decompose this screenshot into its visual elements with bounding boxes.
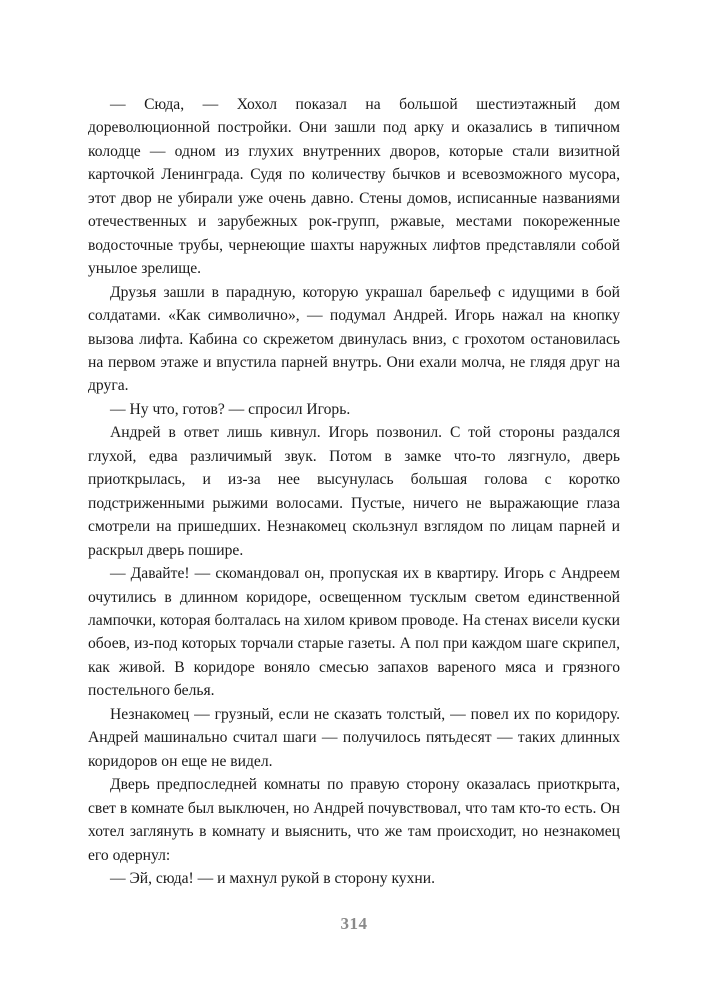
page-body: [88, 93, 620, 890]
paragraph: — Ну что, готов? — спросил Игорь.: [110, 400, 351, 418]
paragraph: Андрей в ответ лишь кивнул. Игорь позвонил. С той стороны раздался глухой, едва различимый звук. Потом в замке что-то лязгнуло, дверь приоткрылась, и из-за нее высунулась большая голова с коротко подстриженными рыжими волосами. Пустые, ничего не выражающие глаза смотрели на пришедших. Незнакомец скользнул взглядом по лицам парней и раскрыл дверь пошире.: [88, 424, 620, 559]
paragraph: Друзья зашли в парадную, которую украшал барельеф с идущими в бой солдатами. «Как символично», — подумал Андрей. Игорь нажал на кнопку вызова лифта. Кабина со скрежетом двинулась вниз, с грохотом остановилась на первом этаже и впустила парней внутрь. Они ехали молча, не глядя друг на друга.: [88, 283, 620, 395]
paragraph: Дверь предпоследней комнаты по правую сторону оказалась приоткрыта, свет в комнате был выключен, но Андрей почувствовал, что там кто-то есть. Он хотел заглянуть в комнату и выяснить, что же там происходит, но незнакомец его одернул:: [88, 776, 620, 864]
paragraph: — Эй, сюда! — и махнул рукой в сторону кухни.: [110, 869, 435, 887]
paragraph: — Давайте! — скомандовал он, пропуская их в квартиру. Игорь с Андреем очутились в длинном коридоре, освещенном тусклым светом единственной лампочки, которая болталась на хилом кривом проводе. На стенах висели куски обоев, из-под которых торчали старые газеты. А пол при каждом шаге скрипел, как живой. В коридоре воняло смесью запахов вареного мяса и грязного постельного белья.: [88, 565, 620, 700]
paragraph: Незнакомец — грузный, если не сказать толстый, — повел их по коридору. Андрей машинально считал шаги — получилось пятьдесят — таких длинных коридоров он еще не видел.: [88, 705, 620, 770]
page-number: 314: [340, 914, 368, 933]
paragraph: — Сюда, — Хохол показал на большой шестиэтажный дом дореволюционной постройки. Они зашли под арку и оказались в типичном колодце — одном из глухих внутренних дворов, которые стали визитной карточкой Ленинграда. Судя по количеству бычков и всевозможного мусора, этот двор не убирали уже очень давно. Стены домов, исписанные названиями отечественных и зарубежных рок-групп, ржавые, местами покореженные водосточные трубы, чернеющие шахты наружных лифтов представляли собой унылое зрелище.: [88, 96, 620, 278]
